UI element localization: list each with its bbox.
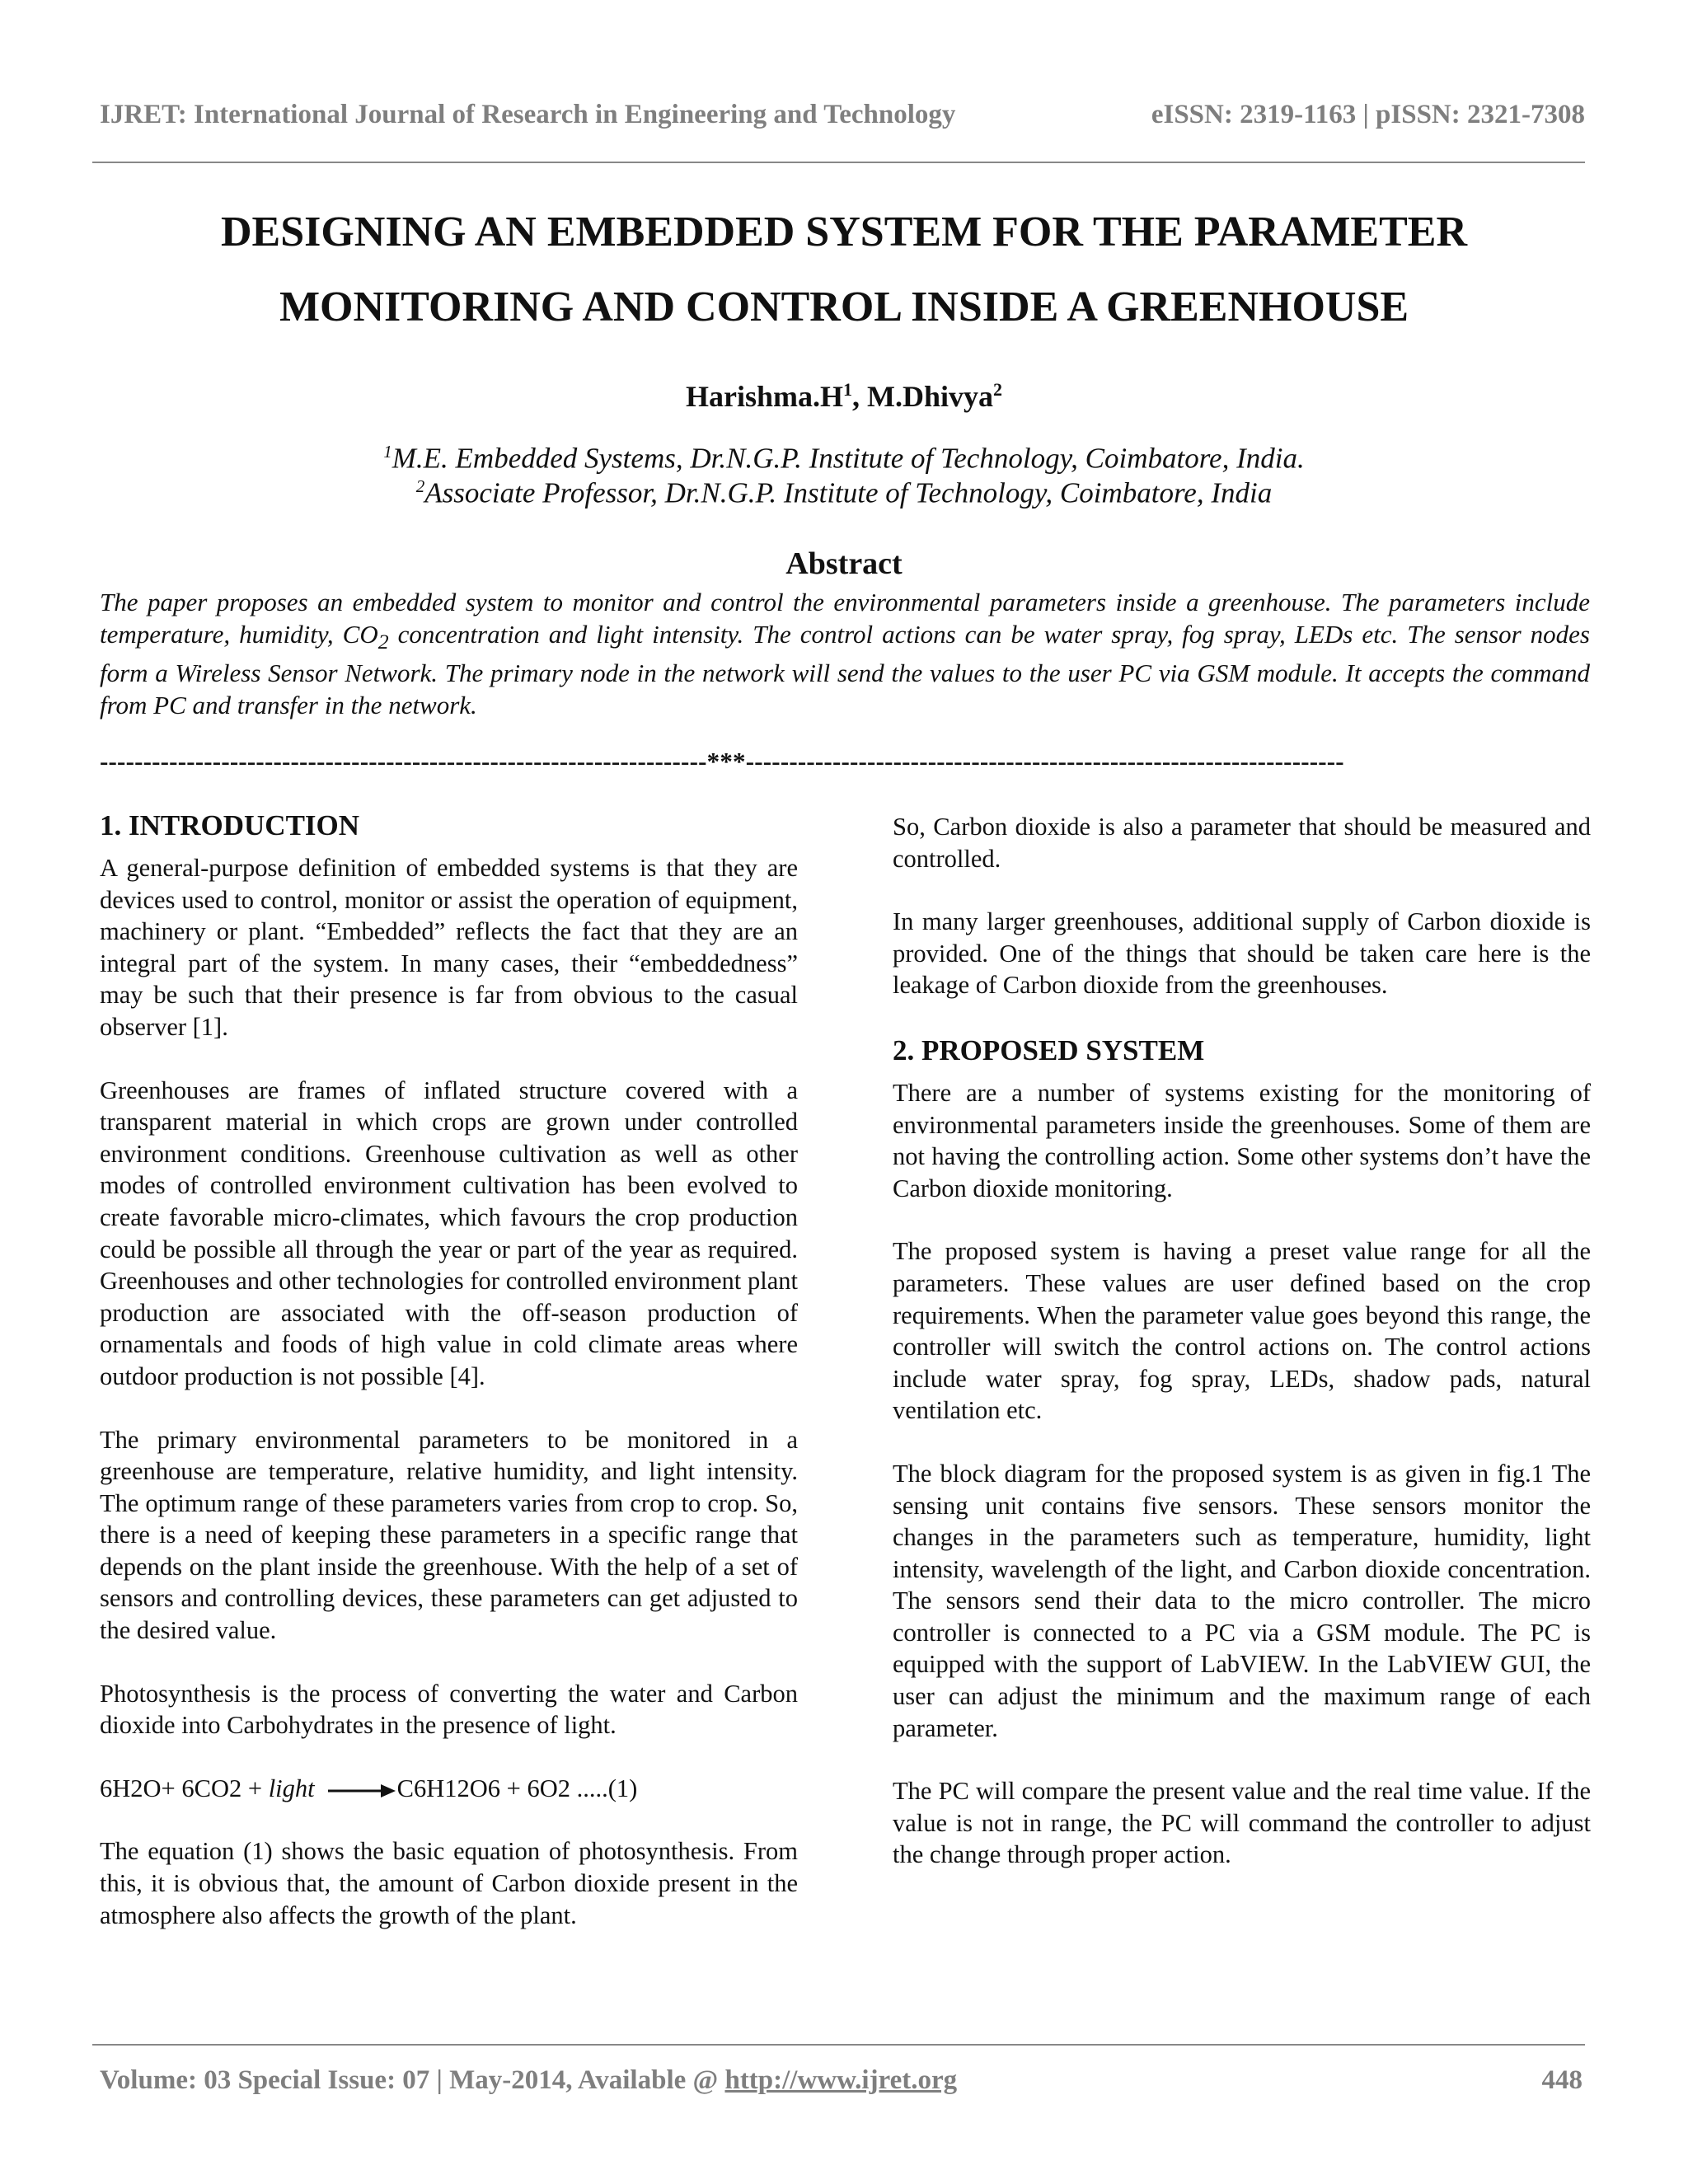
section-divider: ----------------------------------------------------------------------***---------------------------------------------------------------------: [100, 747, 1344, 776]
affiliation-2: [0, 476, 1688, 510]
intro-heading: 1. INTRODUCTION: [100, 809, 360, 841]
affiliation-1-sup: 1: [383, 442, 392, 462]
abstract-text: [100, 587, 1590, 721]
author-2: M.Dhivya: [867, 380, 993, 413]
header-rule: [92, 162, 1585, 163]
abstract-heading: Abstract: [785, 546, 903, 581]
author-separator: ,: [852, 380, 867, 413]
proposed-paragraph-3: The block diagram for the proposed system is as given in fig.1 The sensing unit contains five sensors. These sensors monitor the changes in the parameters such as temperature, humidity, light intensity, wavelength of the light, and Carbon dioxide concentration. The sensors send their data to the micro controller. The micro controller is connected to a PC via a GSM module. The PC is equipped with the support of LabVIEW. In the LabVIEW GUI, the user can adjust the minimum and the maximum range of each parameter.: [893, 1459, 1591, 1742]
abstract-part-2: concentration and light intensity. The control actions can be water spray, fog spray, LEDs etc. The sensor nodes form a Wireless Sensor Network. The primary node in the network will send the values to the user PC via GSM module. It accepts the command from PC and transfer in the network.: [100, 619, 1590, 719]
proposed-paragraph-4: The PC will compare the present value and the real time value. If the value is not in range, the PC will command the controller to adjust the change through proper action.: [893, 1777, 1591, 1869]
footer-volume-text: Volume: 03 Special Issue: 07 | May-2014, Available @: [100, 2065, 725, 2095]
right-column: [893, 811, 1591, 1902]
author-2-sup: 2: [993, 379, 1002, 400]
intro-paragraph-7: In many larger greenhouses, additional supply of Carbon dioxide is provided. One of the things that should be taken care here is the leakage of Carbon dioxide from the greenhouses.: [893, 907, 1591, 1000]
proposed-paragraph-1: There are a number of systems existing for the monitoring of environmental parameters inside the greenhouses. Some of them are not having the controlling action. Some other systems don’t have the Carbon dioxide monitoring.: [893, 1078, 1591, 1202]
left-column: [100, 808, 798, 1962]
intro-paragraph-3: The primary environmental parameters to be monitored in a greenhouse are temperature, relative humidity, and light intensity. The optimum range of these parameters varies from crop to crop. So, there is a need of keeping these parameters in a specific range that depends on the plant inside the greenhouse. With the help of a set of sensors and controlling devices, these parameters can get adjusted to the desired value.: [100, 1425, 798, 1645]
paper-title: [0, 194, 1688, 344]
proposed-system-heading: 2. PROPOSED SYSTEM: [893, 1033, 1205, 1066]
abstract-subscript: 2: [377, 629, 389, 654]
title-line-2: MONITORING AND CONTROL INSIDE A GREENHOUSE: [279, 284, 1409, 330]
author-list: [0, 379, 1688, 414]
proposed-paragraph-2: The proposed system is having a preset value range for all the parameters. These values are user defined based on the crop requirements. When the parameter value goes beyond this range, the controller will switch the control actions on. The control actions include water spray, fog spray, LEDs, shadow pads, natural ventilation etc.: [893, 1237, 1591, 1425]
abstract-part-1: The paper proposes an embedded system to monitor and control the environmental parameters inside a greenhouse. The parameters include temperature, humidity, CO: [100, 588, 1590, 649]
affiliation-1-text: M.E. Embedded Systems, Dr.N.G.P. Institute of Technology, Coimbatore, India.: [392, 442, 1305, 475]
arrow-right-icon: [328, 1783, 396, 1799]
intro-paragraph-1: A general-purpose definition of embedded systems is that they are devices used to control, monitor or assist the operation of equipment, machinery or plant. “Embedded” reflects the fact that they are an integral part of the system. In many cases, their “embeddedness” may be such that their presence is far from obvious to the casual observer [1].: [100, 854, 798, 1041]
journal-website-link[interactable]: http://www.ijret.org: [724, 2065, 958, 2095]
journal-name: IJRET: International Journal of Research in Engineering and Technology: [100, 100, 956, 129]
intro-paragraph-6: So, Carbon dioxide is also a parameter that should be measured and controlled.: [893, 813, 1591, 873]
intro-paragraph-4: Photosynthesis is the process of converting the water and Carbon dioxide into Carbohydrates in the presence of light.: [100, 1679, 798, 1740]
intro-paragraph-2: Greenhouses are frames of inflated structure covered with a transparent material in which crops are grown under controlled environment conditions. Greenhouse cultivation as well as other modes of controlled environment cultivation has been evolved to create favorable micro-climates, which favours the crop production could be possible all through the year or part of the year as required. Greenhouses and other technologies for controlled environment plant production are associated with the off-season production of ornamentals and foods of high value in cold climate areas where outdoor production is not possible [4].: [100, 1076, 798, 1390]
footer-volume: [100, 2065, 957, 2096]
equation-lhs: 6H2O+ 6CO2 +: [100, 1774, 269, 1802]
author-1-sup: 1: [843, 379, 852, 400]
affiliation-2-sup: 2: [415, 476, 425, 496]
author-1: Harishma.H: [685, 380, 843, 413]
footer-rule: [92, 2044, 1585, 2046]
page-number: 448: [1541, 2065, 1582, 2095]
issn-label: eISSN: 2319-1163 | pISSN: 2321-7308: [1151, 100, 1585, 129]
affiliation-1: [0, 442, 1688, 476]
affiliation-2-text: Associate Professor, Dr.N.G.P. Institute of Technology, Coimbatore, India: [424, 476, 1273, 509]
title-line-1: DESIGNING AN EMBEDDED SYSTEM FOR THE PARAMETER: [220, 209, 1468, 255]
photosynthesis-equation: [100, 1773, 798, 1805]
intro-paragraph-5: The equation (1) shows the basic equation of photosynthesis. From this, it is obvious that, the amount of Carbon dioxide present in the atmosphere also affects the growth of the plant.: [100, 1837, 798, 1929]
equation-light: light: [268, 1774, 315, 1802]
equation-rhs: C6H12O6 + 6O2 .....(1): [396, 1774, 638, 1802]
